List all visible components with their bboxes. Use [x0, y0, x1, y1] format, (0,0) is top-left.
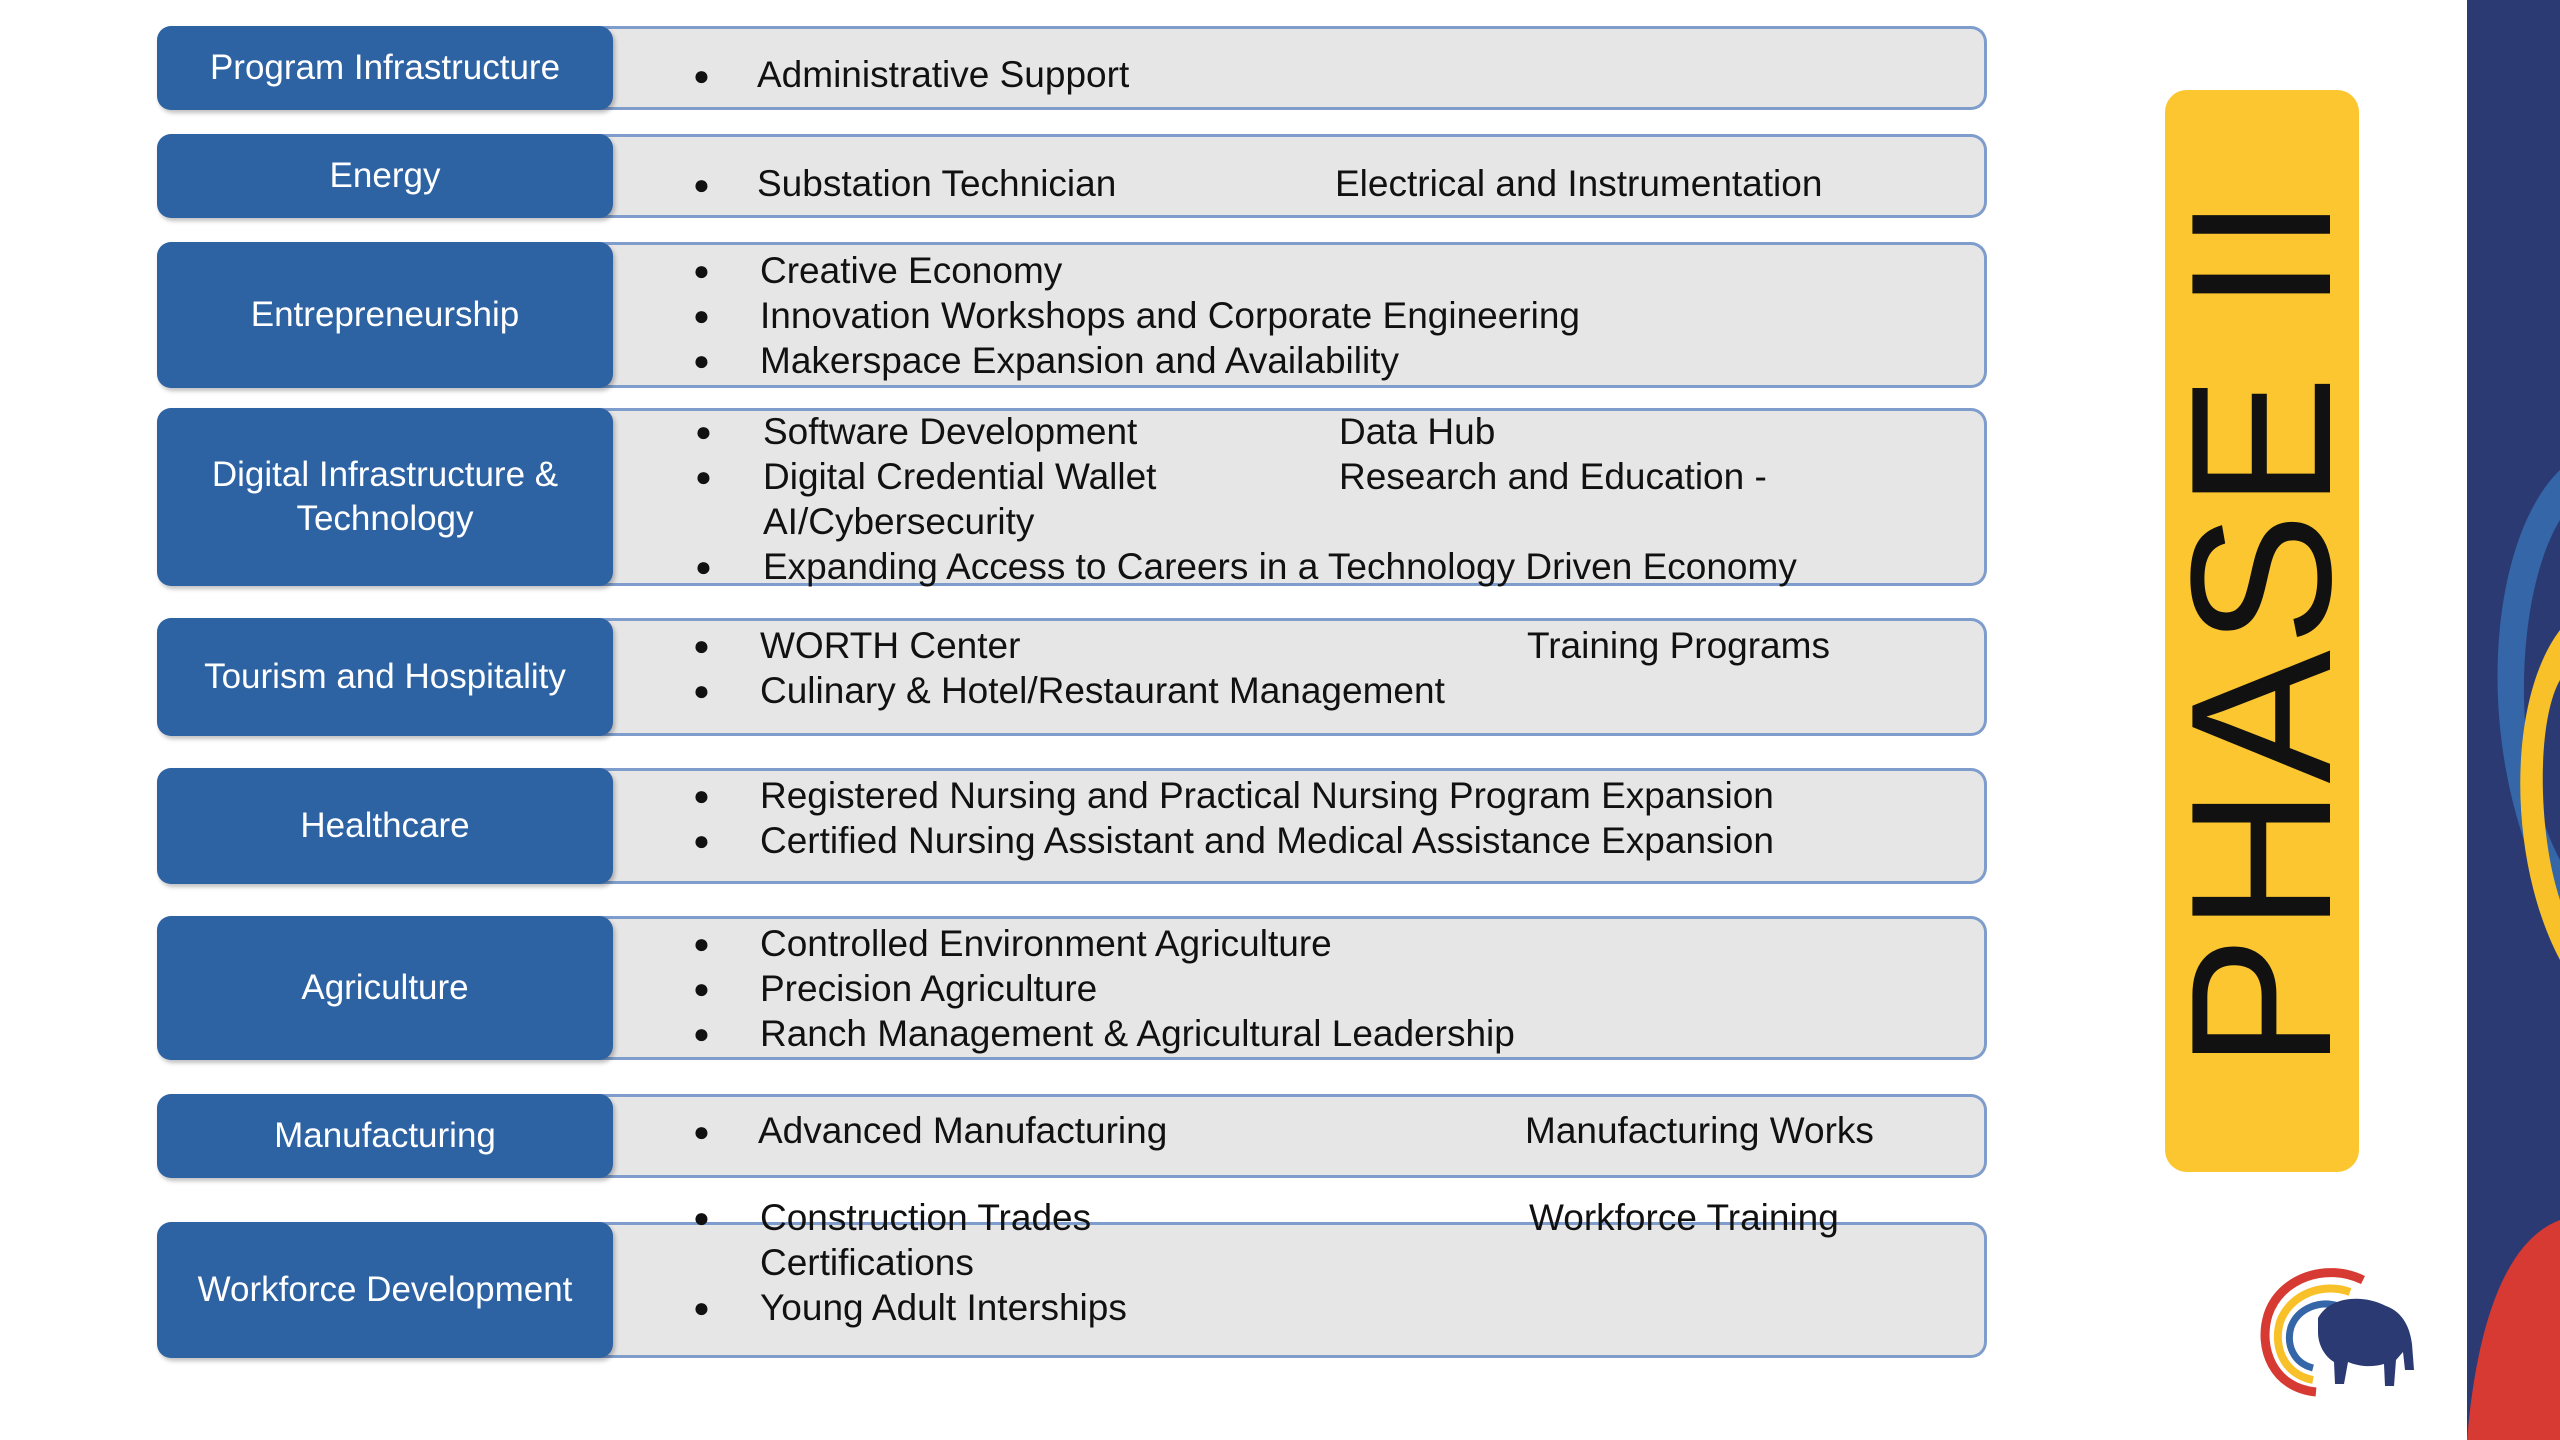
bullet: ● — [693, 60, 710, 91]
bullet: ● — [693, 928, 710, 959]
list-item: Certified Nursing Assistant and Medical Assistance Expansion — [760, 820, 1774, 861]
phase-banner — [2150, 90, 2373, 1172]
list-item: Manufacturing Works — [1525, 1110, 1874, 1151]
category-label: Healthcare — [157, 768, 613, 884]
bullet: ● — [693, 255, 710, 286]
list-item: Administrative Support — [757, 54, 1130, 95]
list-item: Certifications — [760, 1242, 974, 1283]
bullet: ● — [695, 551, 712, 582]
list-item: Young Adult Interships — [760, 1287, 1127, 1328]
list-item: Expanding Access to Careers in a Technology Driven Economy — [763, 546, 1797, 587]
row-entrepreneurship — [157, 242, 1987, 388]
bison-logo — [2258, 1260, 2423, 1400]
bullet: ● — [693, 973, 710, 1004]
bullet: ● — [693, 630, 710, 661]
list-item: Workforce Training — [1529, 1197, 1839, 1238]
category-label: Tourism and Hospitality — [157, 618, 613, 736]
row-agriculture — [157, 916, 1987, 1060]
list-item: Controlled Environment Agriculture — [760, 923, 1332, 964]
list-item: Substation Technician — [757, 163, 1117, 204]
list-item: Registered Nursing and Practical Nursing Program Expansion — [760, 775, 1774, 816]
list-item: Precision Agriculture — [760, 968, 1098, 1009]
list-item: Training Programs — [1527, 625, 1830, 666]
decorative-stripe — [2467, 0, 2560, 1440]
row-manufacturing — [157, 1094, 1987, 1178]
bullet: ● — [693, 1292, 710, 1323]
phase-title: PHASE II — [2150, 192, 2373, 1070]
bullet: ● — [693, 169, 710, 200]
bullet: ● — [693, 300, 710, 331]
list-item: Makerspace Expansion and Availability — [760, 340, 1399, 381]
row-program-infrastructure — [157, 26, 1987, 110]
list-item: Innovation Workshops and Corporate Engineering — [760, 295, 1580, 336]
list-item: AI/Cybersecurity — [763, 501, 1035, 542]
list-item: Ranch Management & Agricultural Leadership — [760, 1013, 1515, 1054]
list-item: Creative Economy — [760, 250, 1063, 291]
bullet: ● — [693, 1202, 710, 1233]
row-digital-infrastructure — [157, 408, 1987, 586]
bullet: ● — [693, 780, 710, 811]
category-label: Digital Infrastructure & Technology — [157, 408, 613, 586]
category-label: Energy — [157, 134, 613, 218]
row-energy — [157, 134, 1987, 218]
list-item: Culinary & Hotel/Restaurant Management — [760, 670, 1445, 711]
list-item: Data Hub — [1339, 411, 1496, 452]
row-healthcare — [157, 768, 1987, 884]
bullet: ● — [693, 1018, 710, 1049]
list-item: Software Development — [763, 411, 1138, 452]
category-label: Workforce Development — [157, 1222, 613, 1358]
category-label: Agriculture — [157, 916, 613, 1060]
category-label: Program Infrastructure — [157, 26, 613, 110]
category-label: Entrepreneurship — [157, 242, 613, 388]
bullet: ● — [695, 416, 712, 447]
list-item: WORTH Center — [760, 625, 1021, 666]
bullet: ● — [693, 1116, 710, 1147]
list-item: Advanced Manufacturing — [758, 1110, 1168, 1151]
bullet: ● — [693, 675, 710, 706]
category-label: Manufacturing — [157, 1094, 613, 1178]
list-item: Construction Trades — [760, 1197, 1092, 1238]
bullet: ● — [693, 825, 710, 856]
row-tourism-hospitality — [157, 618, 1987, 736]
list-item: Electrical and Instrumentation — [1335, 163, 1823, 204]
bullet: ● — [693, 345, 710, 376]
list-item: Research and Education - — [1339, 456, 1767, 497]
bullet: ● — [695, 461, 712, 492]
list-item: Digital Credential Wallet — [763, 456, 1157, 497]
row-workforce-development — [157, 1197, 1987, 1358]
